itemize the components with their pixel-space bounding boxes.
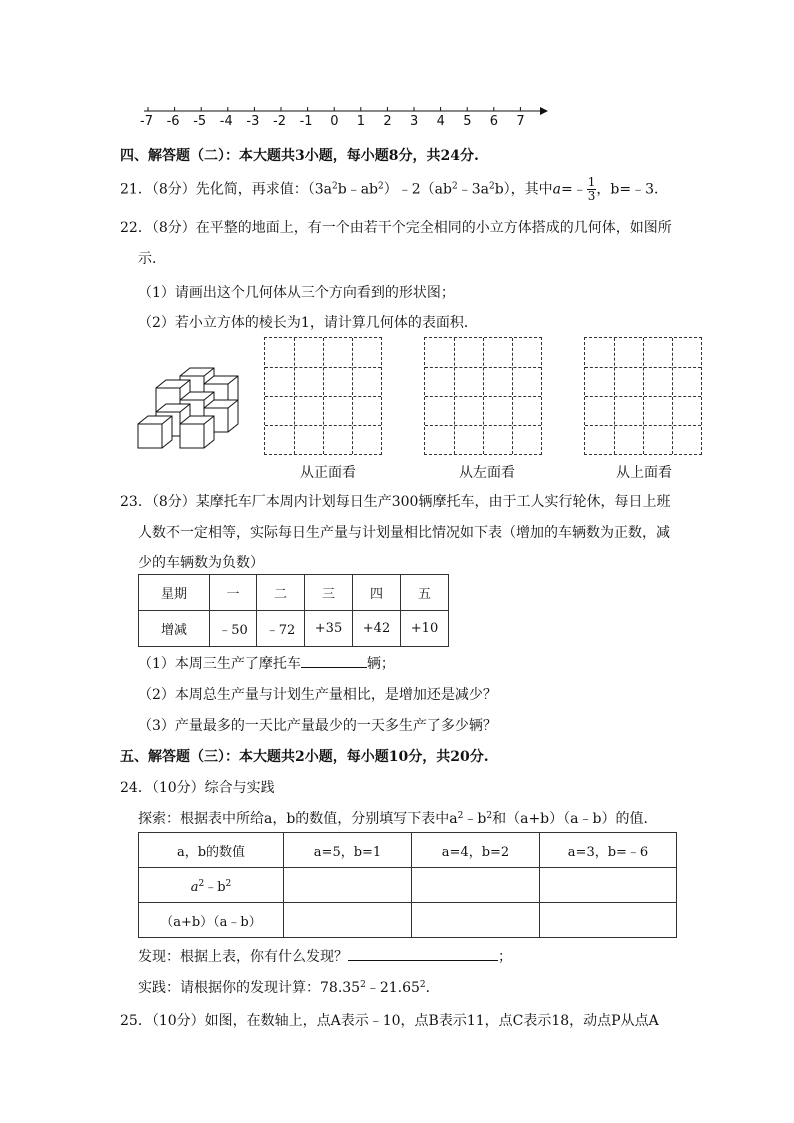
tick-label: -1 <box>299 114 313 129</box>
tick-label: 1 <box>356 114 366 129</box>
cube-figure <box>134 350 244 455</box>
tick-label: 7 <box>516 114 525 129</box>
q23-sub3: （3）产量最多的一天比产量最少的一天多生产了多少辆？ <box>138 718 497 734</box>
tick-label: -4 <box>219 114 233 129</box>
number-line <box>140 100 560 140</box>
q24-explore: 探索：根据表中所给a，b的数值，分别填写下表中$a^2﹣b^2$和（a+b）（a﹣b）的值． <box>138 811 658 827</box>
tick-label: 6 <box>489 114 499 129</box>
q22-line2: 示． <box>138 251 166 267</box>
table-row: $a^2﹣b^2$ <box>139 868 677 903</box>
caption-left: 从左面看 <box>459 465 515 481</box>
q24-practice: 实践：请根据你的发现计算：78.35$^2$﹣21.65$^2$． <box>138 980 440 996</box>
tick-label: 2 <box>383 114 392 129</box>
q23-sub1: （1）本周三生产了摩托车 辆； <box>138 656 395 672</box>
q22-sub2: （2）若小立方体的棱长为1，请计算几何体的表面积． <box>138 315 478 331</box>
left-view-grid <box>424 337 542 455</box>
tick-label: -3 <box>246 114 260 129</box>
caption-top: 从上面看 <box>616 465 672 481</box>
answer-blank[interactable] <box>348 960 498 961</box>
answer-blank[interactable] <box>301 667 367 668</box>
q23-line3: 少的车辆数为负数） <box>138 555 264 571</box>
caption-front: 从正面看 <box>300 465 356 481</box>
q23-table <box>138 574 449 647</box>
q21-line: 21．（8分）先化简，再求值：$(3a^2b﹣ab^2)﹣2(ab^2﹣3a^2b)$，其中a=﹣ $\frac{1}{3}$ ，b=﹣3． <box>120 175 669 203</box>
q22-line1: 22．（8分）在平整的地面上，有一个由若干个完全相同的小立方体搭成的几何体，如图所 <box>120 220 672 236</box>
q25-line1: 25．（10分）如图，在数轴上，点A表示﹣10，点B表示11，点C表示18，动点P从点A <box>120 1013 659 1029</box>
table-row: 星期 一 二 三 四 五 <box>139 575 449 611</box>
q24-discover: 发现：根据上表，你有什么发现？ ； <box>138 949 512 965</box>
q23-line1: 23．（8分）某摩托车厂本周内计划每日生产300辆摩托车，由于工人实行轮休，每日上班 <box>120 494 671 510</box>
table-row: 增减 ﹣50 ﹣72 +35 +42 +10 <box>139 611 449 647</box>
tick-label: -7 <box>140 114 153 129</box>
tick-label: -5 <box>193 114 207 129</box>
front-view-grid <box>264 337 382 455</box>
table-row: a，b的数值 a=5，b=1 a=4，b=2 a=3，b=﹣6 <box>139 833 677 868</box>
tick-label: 5 <box>463 114 472 129</box>
tick-label: 3 <box>410 114 419 129</box>
tick-label: 0 <box>330 114 339 129</box>
section4-heading: 四、解答题（二）：本大题共3小题，每小题8分，共24分. <box>120 148 479 164</box>
q22-sub1: （1）请画出这个几何体从三个方向看到的形状图； <box>138 285 455 301</box>
top-view-grid <box>584 337 702 455</box>
tick-label: -2 <box>273 114 286 129</box>
tick-label: -6 <box>166 114 180 129</box>
q24-table <box>138 832 677 938</box>
q23-line2: 人数不一定相等，实际每日生产量与计划量相比情况如下表（增加的车辆数为正数，减 <box>138 525 670 541</box>
tick-label: 4 <box>436 114 445 129</box>
table-row: （a+b）（a﹣b） <box>139 903 677 938</box>
q24-title: 24．（10分）综合与实践 <box>120 780 275 796</box>
q21-fraction: $\frac{1}{3}$ <box>587 175 596 203</box>
q23-sub2: （2）本周总生产量与计划生产量相比，是增加还是减少？ <box>138 687 497 703</box>
section5-heading: 五、解答题（三）：本大题共2小题，每小题10分，共20分. <box>120 749 489 765</box>
q21-number: 21．（8分）先化简，再求值： <box>120 181 308 198</box>
